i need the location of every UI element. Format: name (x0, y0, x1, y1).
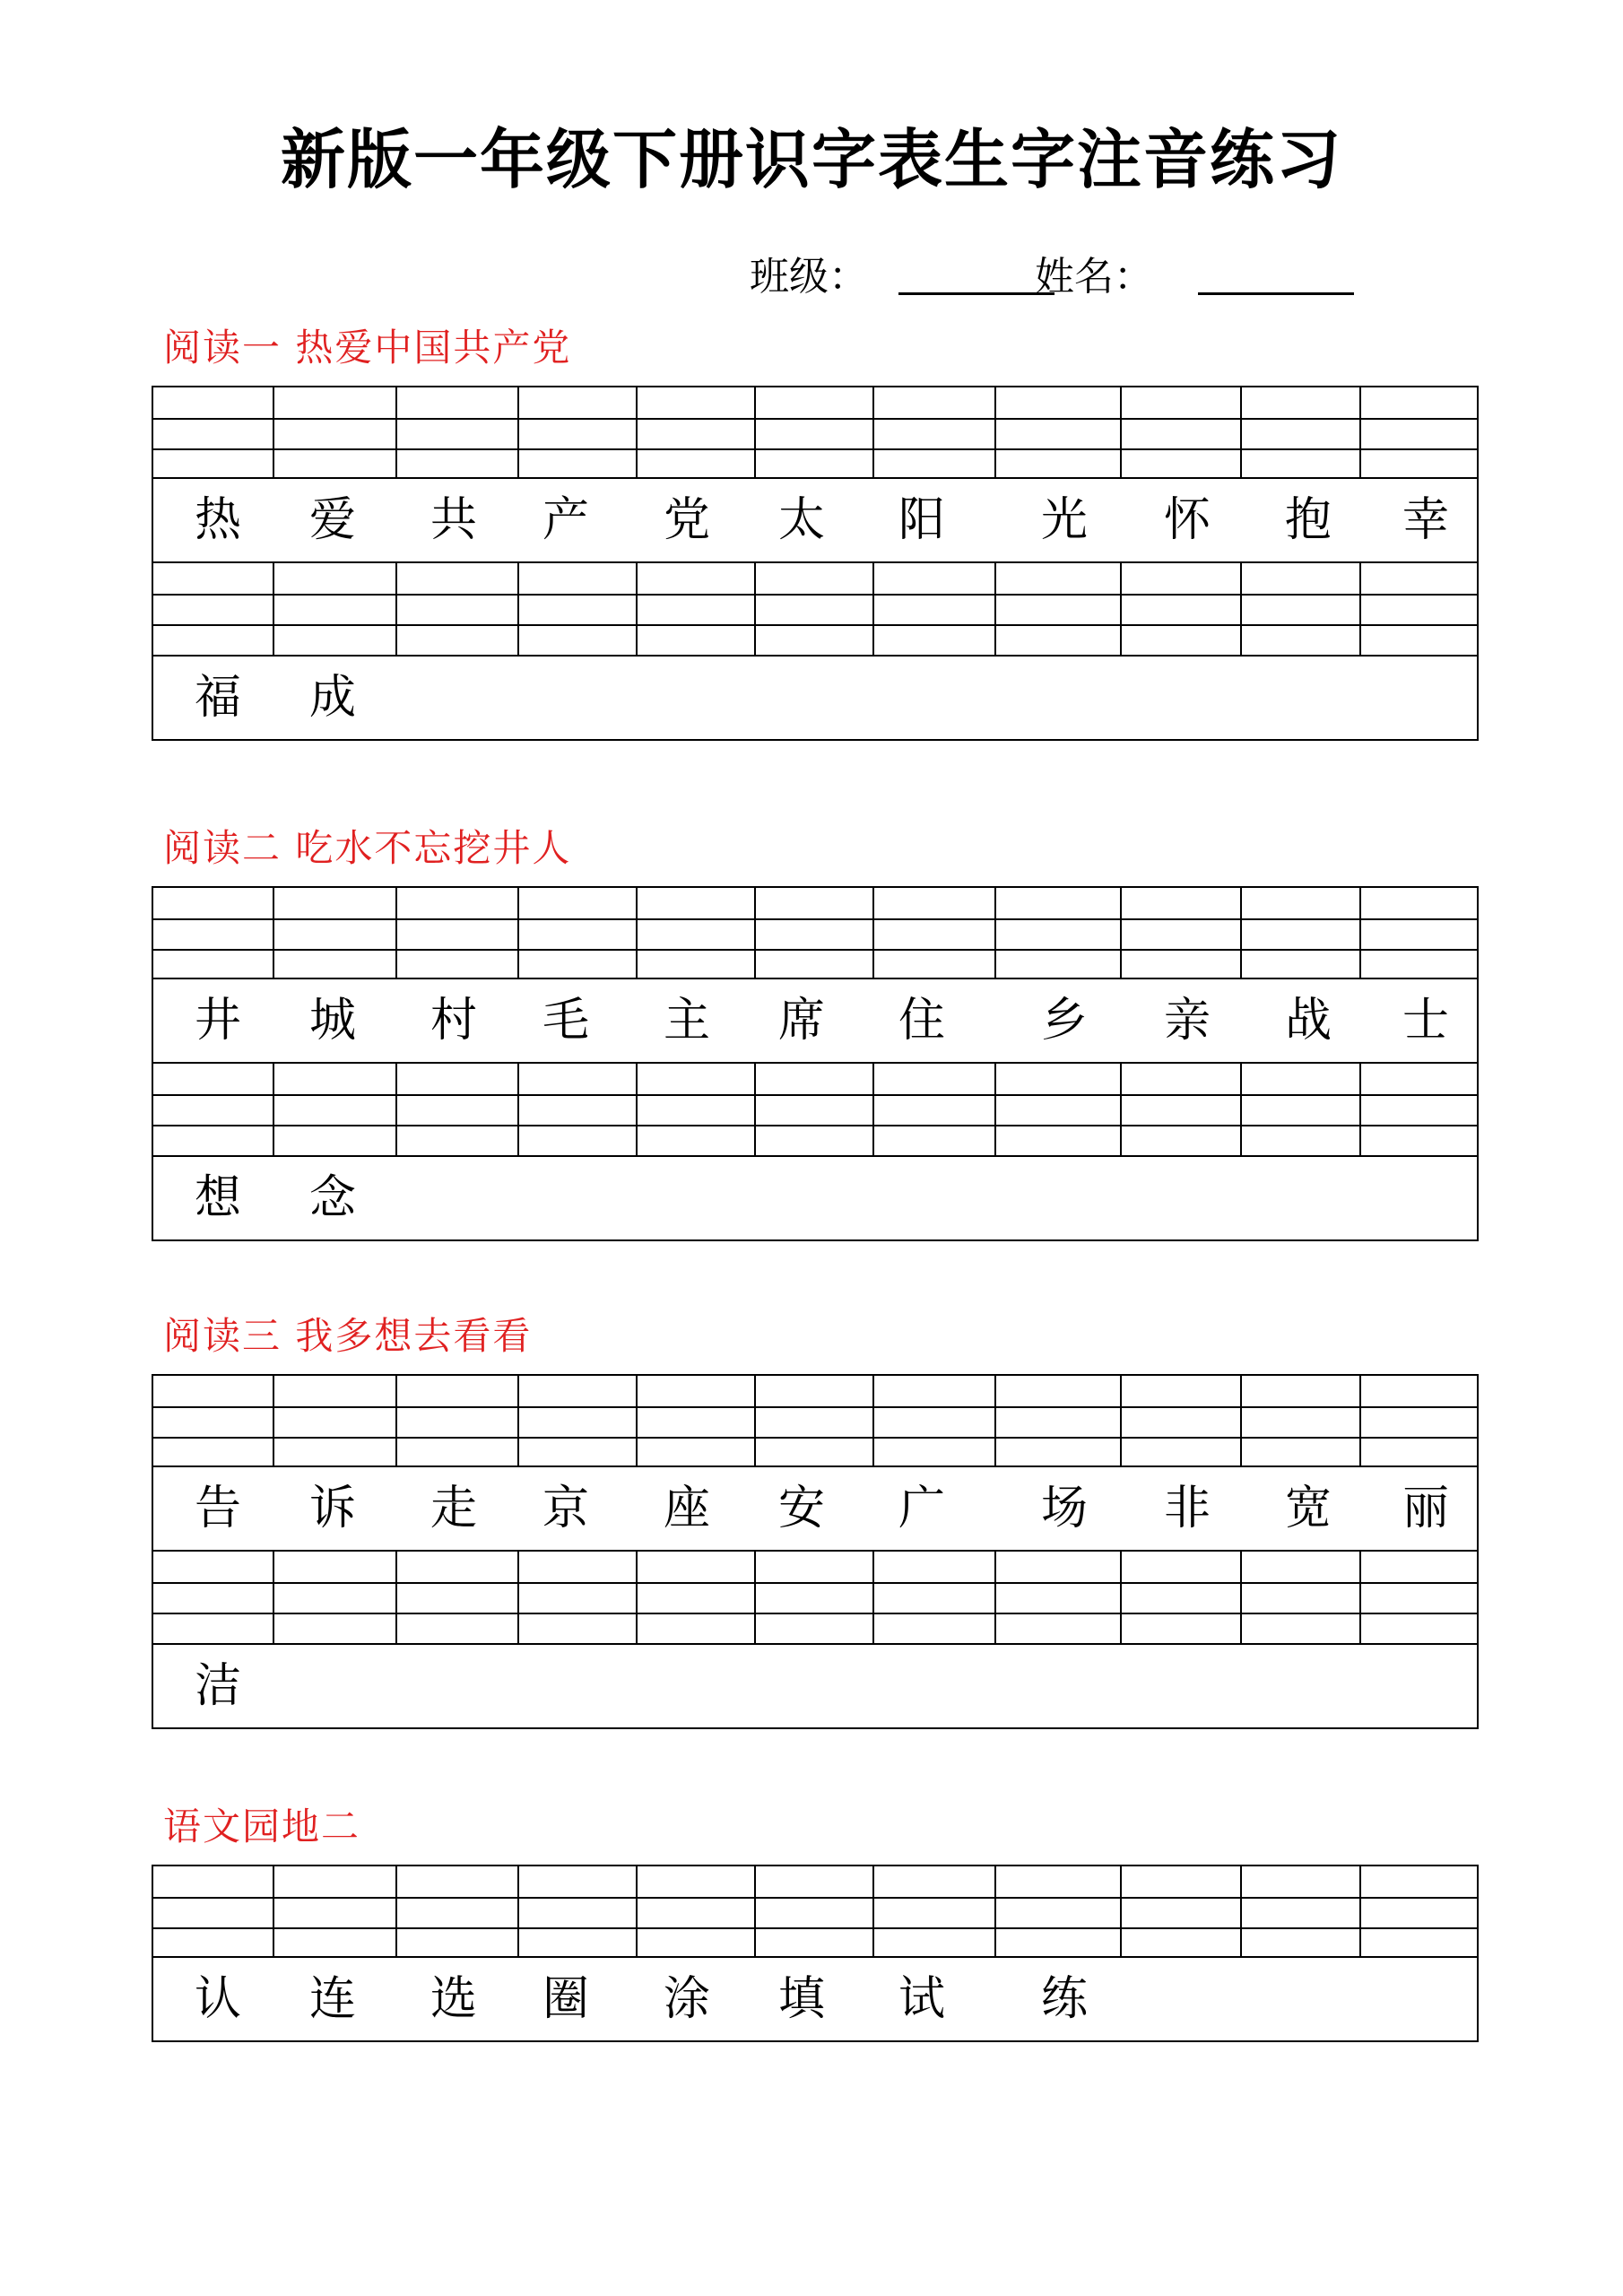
character: 幸 (1402, 493, 1449, 547)
practice-table (152, 386, 1479, 741)
section-heading: 语文园地二 (163, 1805, 361, 1848)
character: 党 (663, 493, 710, 547)
character-row (152, 1155, 1479, 1241)
character: 产 (542, 493, 589, 547)
section-heading: 阅读二 吃水不忘挖井人 (163, 826, 572, 870)
character: 座 (663, 1482, 710, 1535)
character: 洁 (194, 1659, 241, 1713)
character: 城 (308, 994, 356, 1048)
page-title: 新版一年级下册识字表生字注音练习 (280, 121, 1342, 197)
character: 乡 (1040, 994, 1088, 1048)
character-row (152, 1465, 1479, 1552)
character: 阳 (898, 493, 945, 547)
character: 填 (777, 1972, 825, 2026)
character: 非 (1163, 1482, 1211, 1535)
character: 丽 (1402, 1482, 1449, 1535)
character: 士 (1402, 994, 1449, 1048)
character-row (152, 655, 1479, 741)
character: 选 (430, 1972, 477, 2026)
class-label: 班级： (750, 254, 868, 300)
character: 场 (1040, 1482, 1088, 1535)
character: 热 (194, 493, 241, 547)
character: 圈 (542, 1972, 589, 2026)
character: 诉 (308, 1482, 356, 1535)
pinyin-grid-row[interactable] (152, 1064, 1479, 1155)
class-field (750, 244, 868, 301)
character: 涂 (663, 1972, 710, 2026)
character: 成 (308, 671, 356, 725)
pinyin-grid-row[interactable] (152, 563, 1479, 655)
character: 京 (542, 1482, 589, 1535)
character-row (152, 978, 1479, 1064)
character: 怀 (1163, 493, 1211, 547)
character: 抱 (1284, 493, 1332, 547)
character-row (152, 477, 1479, 563)
character: 念 (308, 1171, 356, 1225)
character: 认 (194, 1972, 241, 2026)
character: 告 (194, 1482, 241, 1535)
character: 练 (1040, 1972, 1088, 2026)
character: 爱 (308, 493, 356, 547)
section-heading: 阅读一 热爱中国共产党 (163, 326, 572, 370)
pinyin-grid-row[interactable] (152, 1552, 1479, 1643)
character: 走 (430, 1482, 477, 1535)
character: 共 (430, 493, 477, 547)
pinyin-grid-row[interactable] (152, 386, 1479, 477)
character: 试 (898, 1972, 945, 2026)
character: 光 (1040, 493, 1088, 547)
practice-table (152, 1865, 1479, 2042)
character: 席 (777, 994, 825, 1048)
practice-table (152, 886, 1479, 1241)
character: 连 (308, 1972, 356, 2026)
character-row (152, 1643, 1479, 1729)
character: 村 (430, 994, 477, 1048)
character: 主 (663, 994, 710, 1048)
pinyin-grid-row[interactable] (152, 1865, 1479, 1956)
character: 亲 (1163, 994, 1211, 1048)
character: 战 (1284, 994, 1332, 1048)
character: 井 (194, 994, 241, 1048)
character: 安 (777, 1482, 825, 1535)
section-heading: 阅读三 我多想去看看 (163, 1314, 533, 1358)
character: 太 (777, 493, 825, 547)
practice-table (152, 1374, 1479, 1729)
character: 毛 (542, 994, 589, 1048)
name-field (1035, 244, 1153, 301)
character: 福 (194, 671, 241, 725)
character: 宽 (1284, 1482, 1332, 1535)
character-row (152, 1956, 1479, 2042)
character: 住 (898, 994, 945, 1048)
character: 想 (194, 1171, 241, 1225)
pinyin-grid-row[interactable] (152, 1374, 1479, 1465)
pinyin-grid-row[interactable] (152, 886, 1479, 978)
name-label: 姓名： (1035, 254, 1153, 300)
character: 广 (898, 1482, 945, 1535)
